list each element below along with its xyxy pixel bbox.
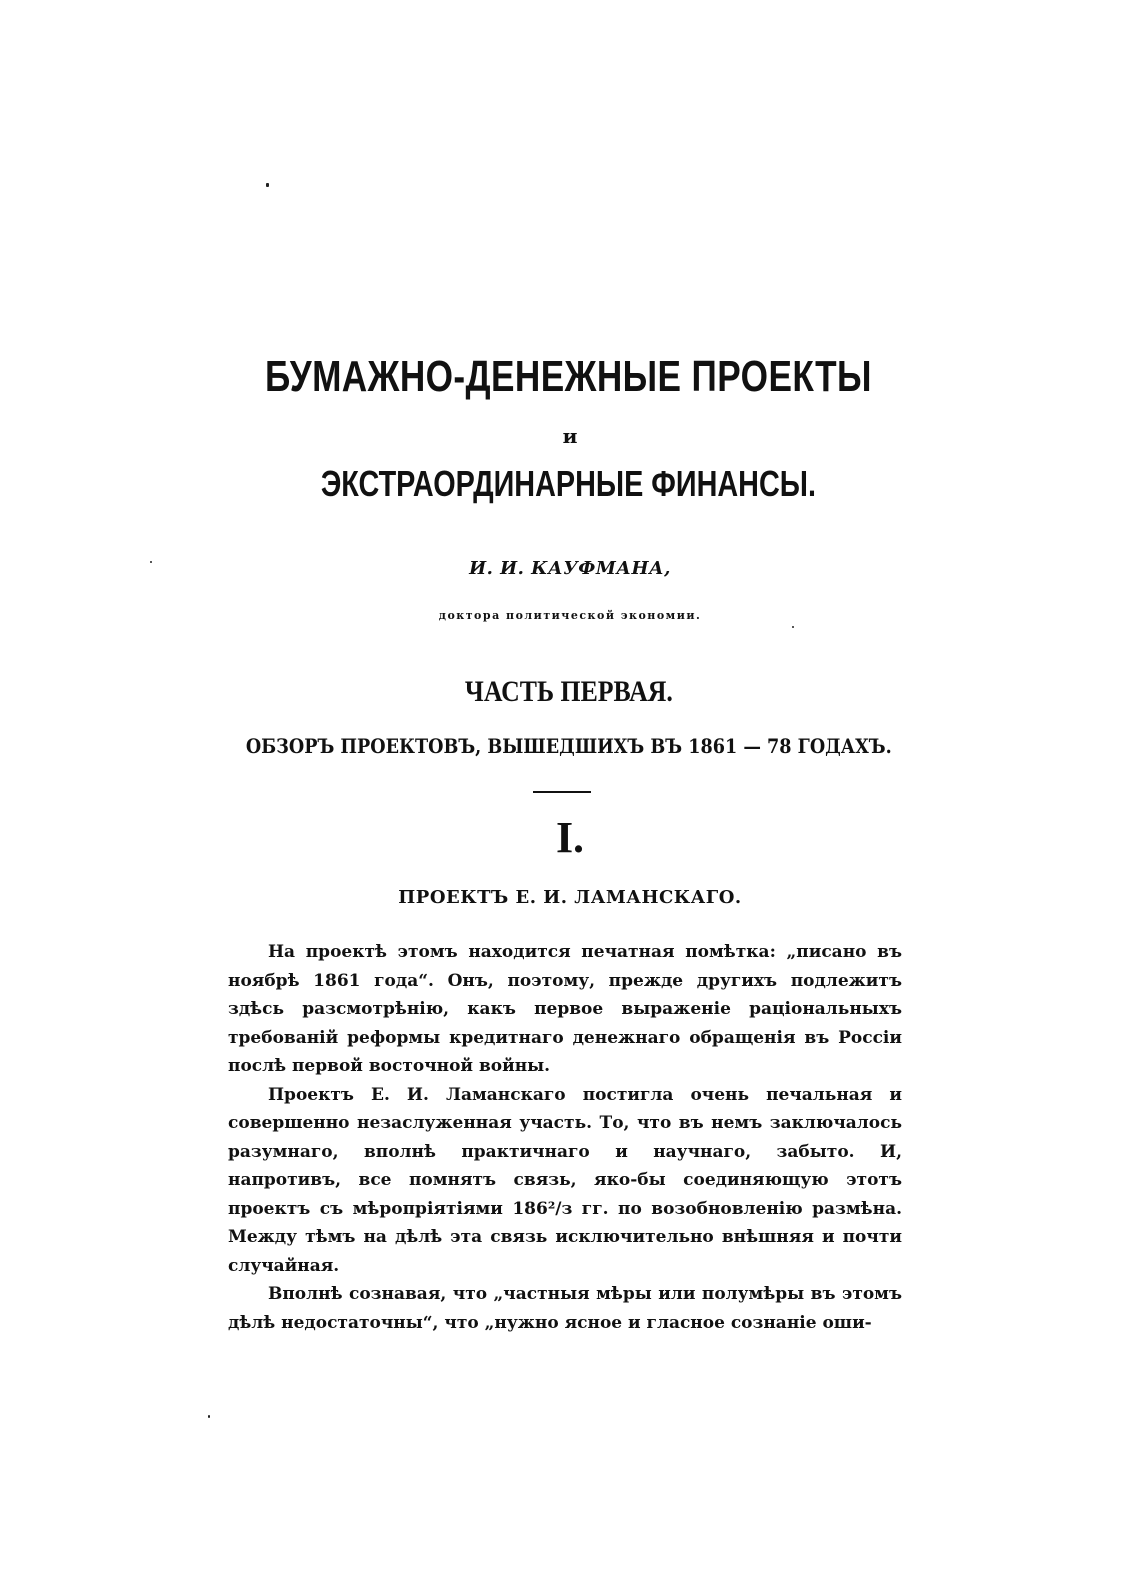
scan-speck <box>792 626 794 628</box>
main-title: БУМАЖНО-ДЕНЕЖНЫЕ ПРОЕКТЫ <box>264 352 872 401</box>
paragraph: На проектѣ этомъ находится печатная помѣтка: „писано въ ноябрѣ 1861 года“. Онъ, поэтому, прежде другихъ подлежитъ здѣсь разсмотрѣнію, какъ первое выраженіе раціональныхъ требованій реформы кредитнаго денежнаго обращенія въ Россіи послѣ первой восточной войны. <box>228 942 902 1076</box>
section-number: I. <box>555 813 585 862</box>
divider-rule <box>533 791 591 793</box>
title-conjunction: и <box>562 424 578 448</box>
part-title: ЧАСТЬ ПЕРВАЯ. <box>464 675 673 708</box>
author-degree: доктора политической экономии. <box>438 609 702 622</box>
paragraph: Проектъ Е. И. Ламанскаго постигла очень печальная и совершенно незаслуженная участь. То, что въ немъ заключалось разумнаго, вполнѣ практичнаго и научнаго, забыто. И, напротивъ, все помнятъ связь, яко-бы соединяющую этотъ проектъ съ мѣропріятіями 186²/з гг. по возобновленію размѣна. Между тѣмъ на дѣлѣ эта связь исключительно внѣшняя и почти случайная. <box>228 1084 902 1276</box>
part-subtitle: ОБЗОРЪ ПРОЕКТОВЪ, ВЫШЕДШИХЪ ВЪ 1861 — 78 ГОДАХЪ. <box>245 734 892 758</box>
author-name: И. И. КАУФМАНА, <box>469 558 671 579</box>
scan-speck <box>266 183 269 187</box>
body-text <box>228 938 902 1337</box>
scan-speck <box>208 1415 210 1418</box>
subtitle: ЭКСТРАОРДИНАРНЫЕ ФИНАНСЫ. <box>320 463 816 504</box>
section-title: ПРОЕКТЪ Е. И. ЛАМАНСКАГО. <box>398 887 742 908</box>
paragraph: Вполнѣ сознавая, что „частныя мѣры или полумѣры въ этомъ дѣлѣ недостаточны“, что „нужно ясное и гласное сознаніе оши- <box>228 1284 902 1333</box>
